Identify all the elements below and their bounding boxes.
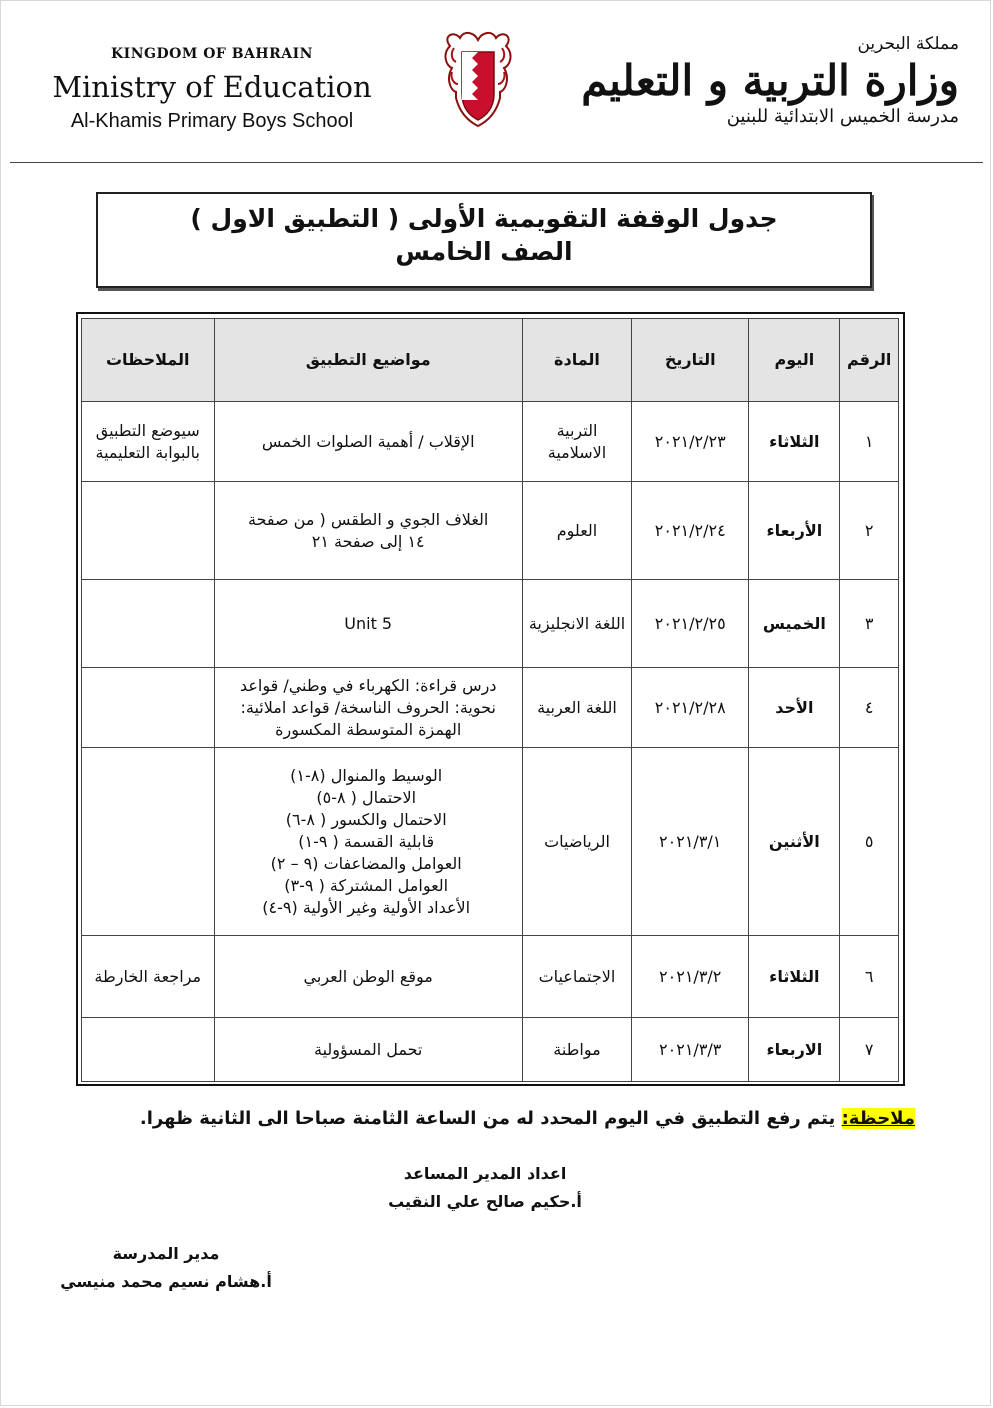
ministry-ar: وزارة التربية و التعليم bbox=[581, 56, 959, 105]
header-english bbox=[12, 46, 412, 133]
cell-subject: اللغة العربية bbox=[522, 668, 631, 748]
header-num: الرقم bbox=[840, 319, 899, 402]
cell-subject: مواطنة bbox=[522, 1018, 631, 1082]
table-row bbox=[82, 936, 899, 1018]
topic-line: قابلية القسمة ( ٩-١) bbox=[298, 831, 435, 851]
topic-line: الاحتمال والكسور ( ٨-٦) bbox=[285, 809, 447, 829]
header-date: التاريخ bbox=[632, 319, 749, 402]
topic-line: تحمل المسؤولية bbox=[314, 1039, 423, 1059]
assistant-principal-signature bbox=[360, 1160, 610, 1216]
topic-line: الإقلاب / أهمية الصلوات الخمس bbox=[261, 431, 475, 451]
school-name-ar: مدرسة الخميس الابتدائية للبنين bbox=[726, 106, 959, 127]
cell-topics bbox=[214, 1018, 522, 1082]
table-row bbox=[82, 1018, 899, 1082]
table-row bbox=[82, 482, 899, 580]
cell-num: ٣ bbox=[840, 580, 899, 668]
cell-topics bbox=[214, 748, 522, 936]
header-day: اليوم bbox=[749, 319, 840, 402]
title-box bbox=[96, 192, 872, 288]
cell-topics bbox=[214, 668, 522, 748]
cell-topics bbox=[214, 482, 522, 580]
cell-num: ٤ bbox=[840, 668, 899, 748]
cell-num: ٥ bbox=[840, 748, 899, 936]
cell-topics bbox=[214, 936, 522, 1018]
cell-num: ٦ bbox=[840, 936, 899, 1018]
topic-line: نحوية: الحروف الناسخة/ قواعد املائية: bbox=[240, 697, 496, 717]
cell-day: الخميس bbox=[749, 580, 840, 668]
prepared-title: اعداد المدير المساعد bbox=[403, 1164, 567, 1183]
topic-line: الغلاف الجوي و الطقس ( من صفحة bbox=[248, 509, 489, 529]
topic-line: الأعداد الأولية وغير الأولية (٩-٤) bbox=[262, 897, 471, 917]
cell-notes: سيوضع التطبيق بالبوابة التعليمية bbox=[82, 402, 215, 482]
principal-name: أ.هشام نسيم محمد منيسي bbox=[60, 1272, 272, 1291]
header-subject: المادة bbox=[522, 319, 631, 402]
table-row bbox=[82, 668, 899, 748]
schedule-table bbox=[81, 318, 899, 1082]
topic-line: الهمزة المتوسطة المكسورة bbox=[275, 719, 462, 739]
kingdom-en: KINGDOM OF BAHRAIN bbox=[111, 46, 313, 62]
table-row bbox=[82, 402, 899, 482]
ministry-en: Ministry of Education bbox=[52, 70, 372, 104]
cell-notes bbox=[82, 748, 215, 936]
cell-notes bbox=[82, 482, 215, 580]
cell-num: ٧ bbox=[840, 1018, 899, 1082]
title-grade: الصف الخامس bbox=[395, 237, 573, 266]
cell-date: ٢٠٢١/٣/٣ bbox=[632, 1018, 749, 1082]
cell-day: الاربعاء bbox=[749, 1018, 840, 1082]
cell-subject: الرياضيات bbox=[522, 748, 631, 936]
table-row bbox=[82, 748, 899, 936]
note-label: ملاحظة: bbox=[841, 1108, 915, 1129]
prepared-name: أ.حكيم صالح علي النقيب bbox=[388, 1192, 582, 1211]
cell-num: ٢ bbox=[840, 482, 899, 580]
cell-day: الأربعاء bbox=[749, 482, 840, 580]
cell-date: ٢٠٢١/٢/٢٣ bbox=[632, 402, 749, 482]
cell-date: ٢٠٢١/٢/٢٨ bbox=[632, 668, 749, 748]
topic-line: ١٤ إلى صفحة ٢١ bbox=[311, 531, 425, 551]
cell-notes bbox=[82, 668, 215, 748]
note-text: يتم رفع التطبيق في اليوم المحدد له من الساعة الثامنة صباحا الى الثانية ظهرا. bbox=[139, 1108, 842, 1129]
cell-day: الأحد bbox=[749, 668, 840, 748]
cell-day: الثلاثاء bbox=[749, 402, 840, 482]
cell-subject: التربية الاسلامية bbox=[522, 402, 631, 482]
header-arabic bbox=[579, 34, 959, 127]
principal-signature bbox=[56, 1240, 276, 1296]
cell-subject: اللغة الانجليزية bbox=[522, 580, 631, 668]
table-row bbox=[82, 580, 899, 668]
cell-date: ٢٠٢١/٢/٢٥ bbox=[632, 580, 749, 668]
topic-line: Unit 5 bbox=[344, 613, 393, 633]
cell-notes bbox=[82, 580, 215, 668]
kingdom-ar: مملكة البحرين bbox=[857, 34, 959, 54]
header-notes: الملاحظات bbox=[82, 319, 215, 402]
topic-line: العوامل المشتركة ( ٩-٣) bbox=[284, 875, 449, 895]
cell-date: ٢٠٢١/٣/١ bbox=[632, 748, 749, 936]
cell-topics bbox=[214, 402, 522, 482]
school-name-en: Al-Khamis Primary Boys School bbox=[70, 110, 354, 132]
cell-date: ٢٠٢١/٢/٢٤ bbox=[632, 482, 749, 580]
topic-line: درس قراءة: الكهرباء في وطني/ قواعد bbox=[239, 675, 497, 695]
cell-topics bbox=[214, 580, 522, 668]
cell-subject: الاجتماعيات bbox=[522, 936, 631, 1018]
topic-line: الوسيط والمنوال (٨-١) bbox=[290, 765, 443, 785]
cell-subject: العلوم bbox=[522, 482, 631, 580]
cell-day: الثلاثاء bbox=[749, 936, 840, 1018]
cell-num: ١ bbox=[840, 402, 899, 482]
principal-title: مدير المدرسة bbox=[112, 1244, 220, 1263]
topic-line: موقع الوطن العربي bbox=[303, 966, 433, 986]
title-main: جدول الوقفة التقويمية الأولى ( التطبيق الاول ) bbox=[190, 204, 778, 233]
footer-note bbox=[140, 1108, 915, 1129]
header-divider bbox=[10, 162, 983, 163]
cell-notes: مراجعة الخارطة bbox=[82, 936, 215, 1018]
cell-date: ٢٠٢١/٣/٢ bbox=[632, 936, 749, 1018]
cell-day: الأثنين bbox=[749, 748, 840, 936]
topic-line: الاحتمال ( ٨-٥) bbox=[316, 787, 417, 807]
cell-notes bbox=[82, 1018, 215, 1082]
bahrain-emblem-icon bbox=[440, 28, 516, 128]
topic-line: العوامل والمضاعفات (٩ – ٢) bbox=[270, 853, 462, 873]
table-header-row bbox=[82, 319, 899, 402]
header-topics: مواضيع التطبيق bbox=[214, 319, 522, 402]
